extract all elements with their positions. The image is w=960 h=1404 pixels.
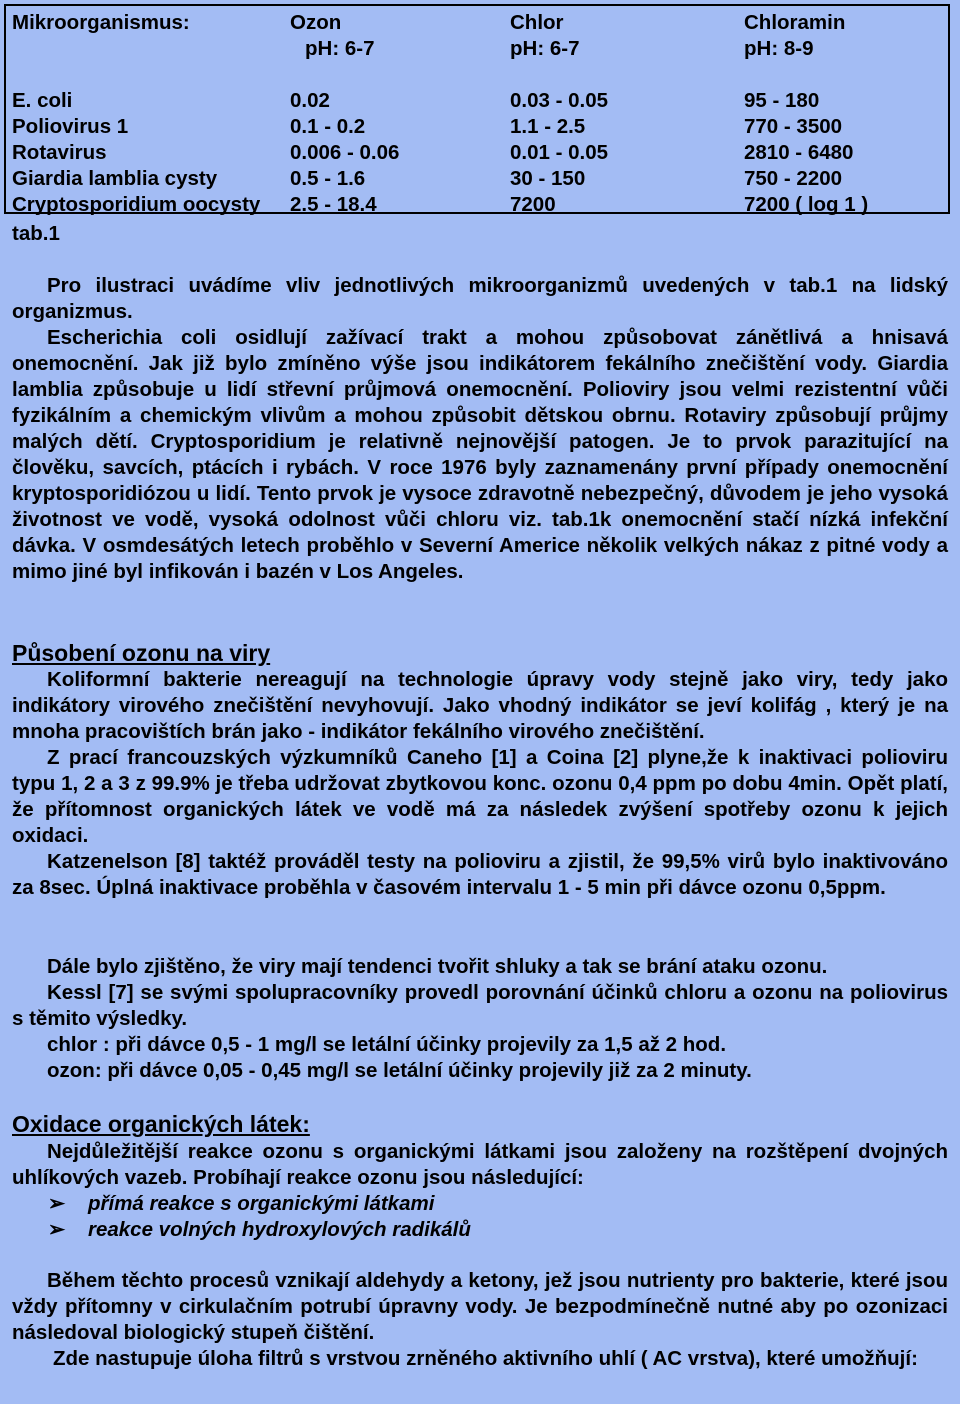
table-header: Chloramin — [744, 11, 846, 34]
table-cell: 7200 ( log 1 ) — [744, 193, 869, 216]
section-heading: Působení ozonu na viry — [12, 640, 271, 666]
table-cell: 770 - 3500 — [744, 115, 843, 138]
table-cell: 0.02 — [290, 89, 330, 112]
table-cell: 2810 - 6480 — [744, 141, 854, 164]
table-header: Ozon — [290, 11, 342, 34]
arrow-bullet-icon: ➢ — [48, 1192, 66, 1215]
table-cell: 95 - 180 — [744, 89, 820, 112]
table-cell: 750 - 2200 — [744, 167, 843, 190]
table-cell: Giardia lamblia cysty — [12, 167, 218, 190]
paragraph: Z prací francouzských výzkumníků Caneho [1] a Coina [2] plyne,že k inaktivaci polioviru typu 1, 2 a 3 z 99.9% je třeba udržovat zbytkovou konc. ozonu 0,4 ppm po dobu 4min. Opět platí, že přítomnost organických látek ve vodě má za následek zvýšení spotřeby ozonu k jejich oxidaci. — [12, 746, 948, 847]
table-cell: Poliovirus 1 — [12, 115, 129, 138]
table-ph: pH: 6-7 — [510, 37, 580, 60]
paragraph: Koliformní bakterie nereagují na technologie úpravy vody stejně jako viry, tedy jako indikátory virového znečištění nevyhovují. Jako vhodný indikátor se jeví kolifág , který je na mnoha pracovištích brán jako - indikátor fekálního virového znečištění. — [12, 668, 948, 743]
table-cell: 2.5 - 18.4 — [290, 193, 377, 216]
table-cell: 30 - 150 — [510, 167, 586, 190]
ozone-inactivation-table — [4, 4, 950, 214]
paragraph: Kessl [7] se svými spolupracovníky provedl porovnání účinků chloru a ozonu na poliovirus s těmito výsledky. — [12, 981, 948, 1030]
arrow-bullet-icon: ➢ — [48, 1218, 66, 1241]
paragraph: Během těchto procesů vznikají aldehydy a ketony, jež jsou nutrienty pro bakterie, které jsou vždy přítomny v cirkulačním potrubí úpravny vody. Je bezpodmínečně nutné aby po ozonizaci následoval biologický stupeň čištění. — [12, 1269, 948, 1344]
table-cell: 0.01 - 0.05 — [510, 141, 609, 164]
table-ph: pH: 6-7 — [305, 37, 375, 60]
table-cell: 0.006 - 0.06 — [290, 141, 400, 164]
section-heading: Oxidace organických látek: — [12, 1111, 310, 1137]
table-cell: Rotavirus — [12, 141, 107, 164]
paragraph: Pro ilustraci uvádíme vliv jednotlivých mikroorganizmů uvedených v tab.1 na lidský organizmus. — [12, 274, 948, 323]
table-cell: 0.03 - 0.05 — [510, 89, 609, 112]
paragraph: Nejdůležitější reakce ozonu s organickými látkami jsou založeny na rozštěpení dvojných uhlíkových vazeb. Probíhají reakce ozonu jsou následující: — [12, 1140, 948, 1189]
list-item-text: přímá reakce s organickými látkami — [88, 1192, 435, 1215]
paragraph: Escherichia coli osidlují zažívací trakt a mohou způsobovat zánětlivá a hnisavá onemocnění. Jak již bylo zmíněno výše jsou indikátorem fekálního znečištění vody. Giardia lamblia způsobuje u lidí střevní průjmová onemocnění. Polioviry jsou velmi rezistentní vůči fyzikálním a chemickým vlivům a mohou způsobit dětskou obrnu. Rotaviry způsobují průjmy malých dětí. Cryptosporidium je relativně nejnovější patogen. Je to prvok parazitující na člověku, savcích, ptácích i rybách. V roce 1976 byly zaznamenány první případy onemocnění kryptosporidiózou u lidí. Tento prvok je vysoce zdravotně nebezpečný, důvodem je jeho vysoká životnost ve vodě, vysoká odolnost vůči chloru viz. tab.1k onemocnění stačí nízká infekční dávka. V osmdesátých letech proběhlo v Severní Americe několik velkých nákaz z pitné vody a mimo jiné byl infikován i bazén v Los Angeles. — [12, 326, 948, 583]
table-cell: E. coli — [12, 89, 73, 112]
paragraph: Zde nastupuje úloha filtrů s vrstvou zrněného aktivního uhlí ( AC vrstva), které umožňují: — [53, 1347, 918, 1370]
table-cell: 0.1 - 0.2 — [290, 115, 366, 138]
table-cell: 0.5 - 1.6 — [290, 167, 366, 190]
paragraph: Katzenelson [8] taktéž prováděl testy na polioviru a zjistil, že 99,5% virů bylo inaktivováno za 8sec. Úplná inaktivace proběhla v časovém intervalu 1 - 5 min při dávce ozonu 0,5ppm. — [12, 850, 948, 899]
table-ph: pH: 8-9 — [744, 37, 814, 60]
paragraph: chlor : při dávce 0,5 - 1 mg/l se letální účinky projevily za 1,5 až 2 hod. — [47, 1033, 727, 1056]
table-cell: Cryptosporidium oocysty — [12, 193, 261, 216]
table-header: Mikroorganismus: — [12, 11, 190, 34]
table-cell: 7200 — [510, 193, 556, 216]
paragraph: Dále bylo zjištěno, že viry mají tendenci tvořit shluky a tak se brání ataku ozonu. — [47, 955, 828, 978]
table-header: Chlor — [510, 11, 564, 34]
table-cell: 1.1 - 2.5 — [510, 115, 586, 138]
table-caption: tab.1 — [12, 222, 60, 245]
list-item-text: reakce volných hydroxylových radikálů — [88, 1218, 471, 1241]
paragraph: ozon: při dávce 0,05 - 0,45 mg/l se letální účinky projevily již za 2 minuty. — [47, 1059, 752, 1082]
